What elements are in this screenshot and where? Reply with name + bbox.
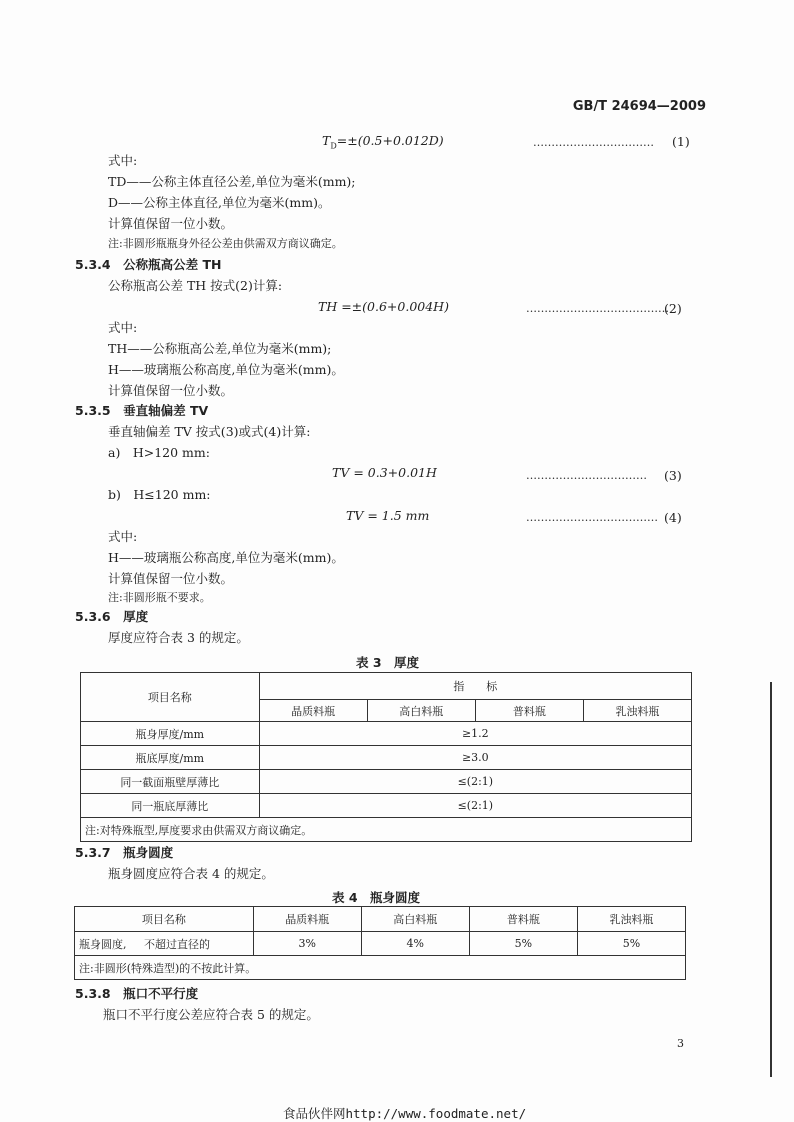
- formula-4-leader: ………………………………: [526, 511, 658, 524]
- table3-col-index: 指 标: [259, 673, 691, 700]
- formula-1-sub: D: [330, 141, 337, 151]
- table4-col: 乳浊料瓶: [577, 907, 685, 932]
- formula-3: TV = 0.3+0.01H: [332, 465, 437, 480]
- formula-2-leader: …………………………………: [526, 302, 669, 315]
- table4-row-name-a: 瓶身圆度,: [79, 937, 127, 951]
- formula-4-number: (4): [664, 510, 682, 525]
- table3-row-name: 同一瓶底厚薄比: [81, 794, 260, 818]
- table-row: [81, 746, 692, 770]
- table3-subcol: 普料瓶: [475, 700, 583, 722]
- watermark-link[interactable]: 食品伙伴网http://www.foodmate.net/: [283, 1106, 527, 1121]
- table3-row-name: 瓶身厚度/mm: [81, 722, 260, 746]
- heading-5-3-7: 5.3.7 瓶身圆度: [75, 845, 174, 860]
- s535-vars-label: 式中:: [108, 529, 138, 544]
- formula-4: TV = 1.5 mm: [346, 508, 430, 523]
- table3-row-value: ≤(2:1): [259, 770, 691, 794]
- formula-1-rhs: =±(0.5+0.012D): [336, 133, 444, 148]
- heading-5-3-5: 5.3.5 垂直轴偏差 TV: [75, 403, 209, 418]
- heading-5-3-4: 5.3.4 公称瓶高公差 TH: [75, 257, 222, 272]
- table-row: [81, 794, 692, 818]
- table4-row-name-b: 不超过直径的: [143, 937, 210, 951]
- table3-note: 注:对特殊瓶型,厚度要求由供需双方商议确定。: [81, 818, 692, 842]
- table4-value: 5%: [577, 932, 685, 956]
- vars-label: 式中:: [108, 153, 138, 168]
- table3-col-item: 项目名称: [81, 673, 260, 722]
- table3-row-value: ≤(2:1): [259, 794, 691, 818]
- heading-5-3-6: 5.3.6 厚度: [75, 609, 149, 624]
- table3-row-value: ≥3.0: [259, 746, 691, 770]
- var-th: TH——公称瓶高公差,单位为毫米(mm);: [108, 341, 332, 356]
- table3-row-name: 瓶底厚度/mm: [81, 746, 260, 770]
- note-1: 注:非圆形瓶瓶身外径公差由供需双方商议确定。: [108, 237, 343, 250]
- table4-note: 注:非圆形(特殊造型)的不按此计算。: [75, 956, 686, 980]
- table4-value: 5%: [469, 932, 577, 956]
- formula-1-lhs: T: [322, 133, 331, 148]
- table4-col: 晶质料瓶: [253, 907, 361, 932]
- table4-col: 普料瓶: [469, 907, 577, 932]
- s534-intro: 公称瓶高公差 TH 按式(2)计算:: [108, 278, 283, 293]
- var-d: D——公称主体直径,单位为毫米(mm)。: [108, 195, 331, 210]
- table-4: [74, 906, 686, 980]
- var-h: H——玻璃瓶公称高度,单位为毫米(mm)。: [108, 362, 344, 377]
- formula-2-number: (2): [664, 301, 682, 316]
- var-h-2: H——玻璃瓶公称高度,单位为毫米(mm)。: [108, 550, 344, 565]
- formula-3-number: (3): [664, 468, 682, 483]
- page-number: 3: [677, 1037, 684, 1050]
- table4-value: 3%: [253, 932, 361, 956]
- formula-1-number: (1): [672, 134, 690, 149]
- s536-intro: 厚度应符合表 3 的规定。: [108, 630, 249, 645]
- s535-precision: 计算值保留一位小数。: [108, 571, 234, 586]
- formula-1-leader: ……………………………: [533, 136, 654, 149]
- table3-row-value: ≥1.2: [259, 722, 691, 746]
- formula-3-leader: ……………………………: [526, 469, 647, 482]
- table-row: [81, 770, 692, 794]
- table-3: [80, 672, 692, 842]
- table4-row-name: [75, 932, 254, 956]
- table3-subcol: 乳浊料瓶: [583, 700, 691, 722]
- table3-subcol: 高白料瓶: [367, 700, 475, 722]
- table3-subcol: 晶质料瓶: [259, 700, 367, 722]
- table-row: [81, 722, 692, 746]
- var-td: TD——公称主体直径公差,单位为毫米(mm);: [108, 174, 356, 189]
- s534-precision: 计算值保留一位小数。: [108, 383, 234, 398]
- s535-intro: 垂直轴偏差 TV 按式(3)或式(4)计算:: [108, 424, 311, 439]
- formula-1: [322, 133, 444, 151]
- s537-intro: 瓶身圆度应符合表 4 的规定。: [108, 866, 274, 881]
- case-a: a) H>120 mm:: [108, 445, 210, 460]
- table4-caption: 表 4 瓶身圆度: [332, 890, 421, 905]
- note-2: 注:非圆形瓶不要求。: [108, 591, 211, 604]
- s534-vars-label: 式中:: [108, 320, 138, 335]
- case-b: b) H≤120 mm:: [108, 487, 211, 502]
- formula-2: TH =±(0.6+0.004H): [318, 299, 449, 314]
- standard-number: GB/T 24694—2009: [572, 99, 706, 114]
- table4-col: 高白料瓶: [361, 907, 469, 932]
- precision-text: 计算值保留一位小数。: [108, 216, 234, 231]
- table4-col-item: 项目名称: [75, 907, 254, 932]
- scan-edge-line: [770, 682, 772, 1077]
- s538-intro: 瓶口不平行度公差应符合表 5 的规定。: [103, 1007, 319, 1022]
- table-row: [75, 932, 686, 956]
- table3-caption: 表 3 厚度: [356, 655, 420, 670]
- table4-value: 4%: [361, 932, 469, 956]
- heading-5-3-8: 5.3.8 瓶口不平行度: [75, 986, 199, 1001]
- table3-row-name: 同一截面瓶壁厚薄比: [81, 770, 260, 794]
